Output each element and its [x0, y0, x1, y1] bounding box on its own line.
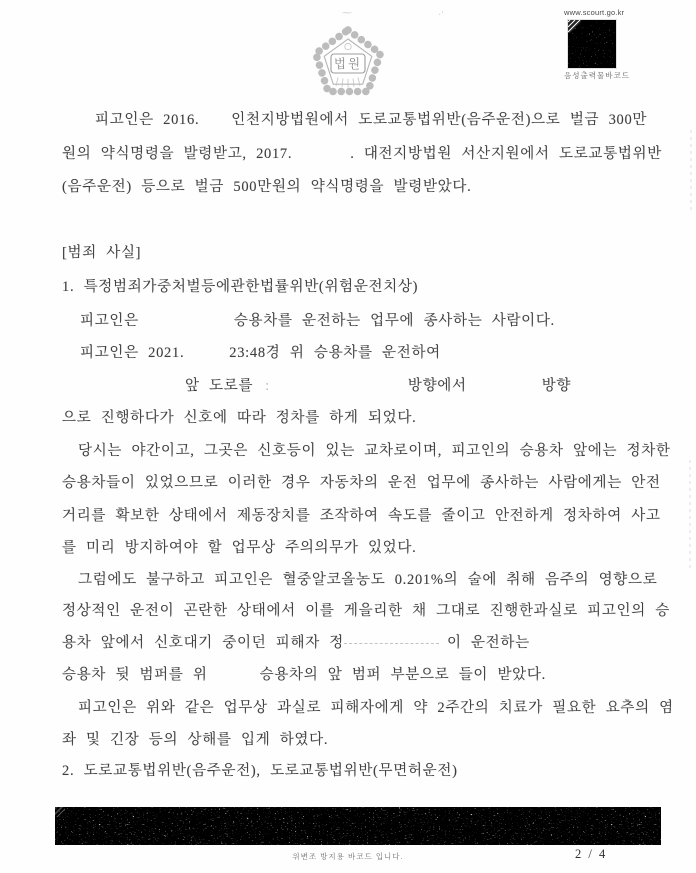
- document-line: [78, 698, 674, 718]
- document-line: [95, 110, 647, 130]
- seal-label: 법원: [333, 57, 363, 71]
- text-run: 원의 약식명령을 발령받고, 2017.: [62, 146, 293, 162]
- document-line: [62, 506, 661, 526]
- document-line: [62, 665, 546, 685]
- text-run: :: [265, 378, 270, 394]
- barcode-caption: 위변조 방지용 바코드 입니다.: [292, 852, 404, 861]
- text-run: 당시는 야간이고, 그곳은 신호등이 있는 교차로이며, 피고인의 승용차 앞에는 정차한: [78, 443, 671, 459]
- document-line: [62, 243, 141, 263]
- qr-url-label: www.scourt.go.kr: [564, 8, 625, 17]
- text-run: 승용차 뒷 범퍼를 위: [62, 667, 208, 683]
- page-number: 2 / 4: [575, 847, 608, 861]
- text-run: 승용차의 앞 범퍼 부분으로 들이 받았다.: [259, 667, 546, 683]
- scan-artifact: ·′: [438, 10, 444, 21]
- document-line: [78, 570, 657, 590]
- text-run: 승용차들이 있었으므로 이러한 경우 자동차의 운전 업무에 종사하는 사람에게는 안전: [62, 475, 661, 491]
- text-run: [범죄 사실]: [62, 245, 142, 261]
- text-run: 거리를 확보한 상태에서 제동장치를 조작하여 속도를 줄이고 안전하게 정차하여 사고: [62, 508, 661, 524]
- document-line: [78, 441, 671, 461]
- text-run: 방향: [541, 378, 572, 394]
- text-run: 피고인은 2021.: [80, 345, 185, 361]
- court-seal: [303, 20, 393, 108]
- text-run: 승용차를 운전하는 업무에 종사하는 사람이다.: [233, 313, 555, 329]
- text-run: 피고인은 위와 같은 업무상 과실로 피해자에게 약 2주간의 치료가 필요한 요추의 염: [78, 700, 674, 716]
- text-run: 23:48경 위 승용차를 운전하여: [229, 345, 441, 361]
- text-run: 정상적인 운전이 곤란한 상태에서 이를 게을리한 채 그대로 진행한과실로 피고인의 승: [62, 603, 670, 619]
- text-run: 방향에서: [407, 378, 467, 394]
- barcode-corner-mark: [55, 807, 65, 817]
- document-line: [62, 277, 418, 297]
- text-run: 좌 및 긴장 등의 상해를 입게 하였다.: [62, 732, 329, 748]
- document-line: [185, 376, 571, 396]
- document-line: [62, 408, 416, 428]
- scan-edge-smudge: [690, 130, 692, 210]
- text-run: 용차 앞에서 신호대기 중이던 피해자 정: [62, 635, 344, 651]
- text-run: . 대전지방법원 서산지원에서 도로교통법위반: [350, 146, 662, 162]
- document-line: [62, 761, 458, 781]
- document-line: [62, 473, 661, 493]
- document-line: [80, 343, 441, 363]
- document-line: [62, 730, 328, 750]
- text-run: 피고인은: [80, 313, 139, 329]
- document-line: [62, 538, 416, 558]
- text-run: 를 미리 방지하여야 할 업무상 주의의무가 있었다.: [62, 540, 417, 556]
- text-run: 피고인은 2016.: [95, 112, 200, 128]
- document-line: [62, 144, 662, 164]
- qr-block: [564, 8, 630, 81]
- text-run: 이 운전하는: [446, 635, 530, 651]
- voice-output-qr-code: [567, 19, 617, 69]
- text-run: 으로 진행하다가 신호에 따라 정차를 하게 되었다.: [62, 410, 417, 426]
- text-run: 인천지방법원에서 도로교통법위반(음주운전)으로 벌금 300만: [231, 112, 648, 128]
- text-run: (음주운전) 등으로 벌금 500만원의 약식명령을 발령받았다.: [62, 179, 472, 195]
- document-line: [80, 311, 555, 331]
- anti-forgery-barcode: [55, 807, 661, 845]
- qr-caption: 음성출력물바코드: [564, 71, 630, 80]
- document-line: [62, 601, 670, 621]
- text-run: 그럼에도 불구하고 피고인은 혈중알코올농도 0.201%의 술에 취해 음주의 영향으로: [78, 572, 658, 588]
- scan-edge-smudge: [689, 460, 691, 570]
- redaction-trace: [344, 643, 439, 645]
- document-line: [62, 177, 471, 197]
- text-run: 1. 특정범죄가중처벌등에관한법률위반(위험운전치상): [62, 279, 419, 295]
- document-line: [62, 633, 530, 653]
- scan-artifact: ⁓: [342, 8, 352, 19]
- text-run: 앞 도로를: [185, 378, 254, 394]
- text-run: 2. 도로교통법위반(음주운전), 도로교통법위반(무면허운전): [62, 763, 458, 779]
